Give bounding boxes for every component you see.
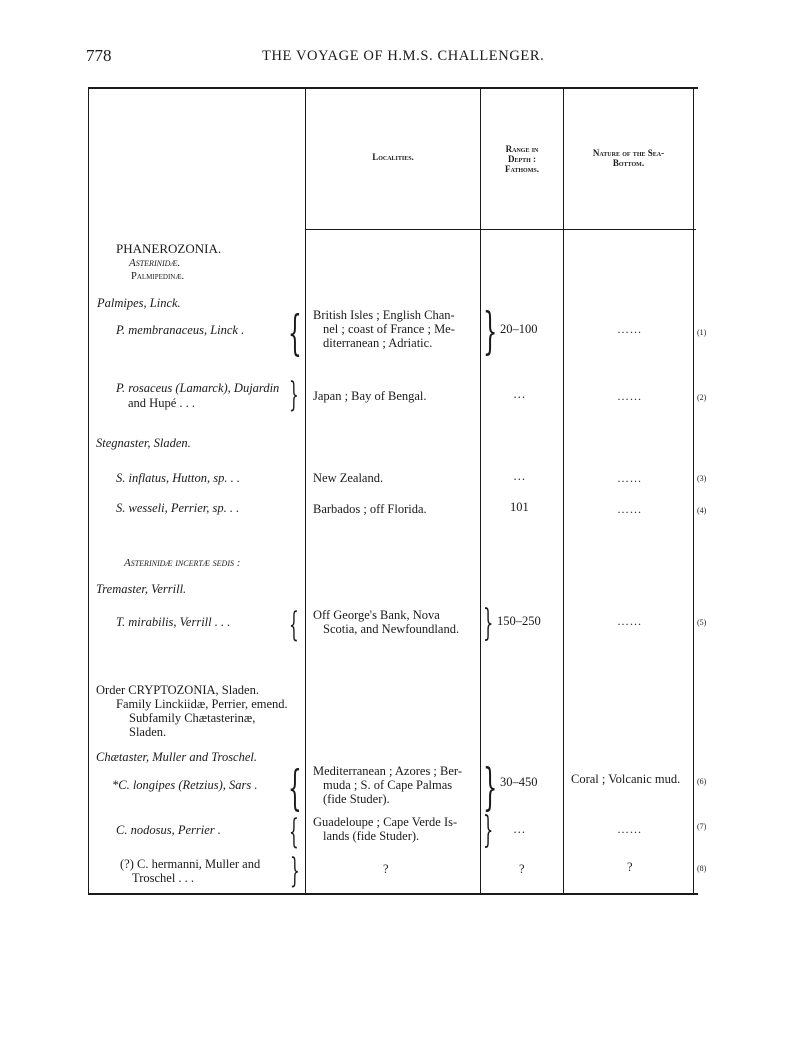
sea-bottom-value: ? [627, 860, 633, 874]
species-name: (?) C. hermanni, Muller and [120, 857, 261, 871]
footnote-ref: (2) [697, 393, 707, 402]
locality-text: Mediterranean ; Azores ; Ber- [313, 764, 462, 778]
species-name: S. wesseli, Perrier, sp. . . [116, 501, 240, 515]
subfamily-author: Sladen. [129, 725, 167, 739]
suborder-heading: PHANEROZONIA. [116, 241, 222, 256]
depth-range: ? [519, 862, 525, 876]
page-number: 778 [86, 46, 112, 65]
depth-range: … [513, 387, 526, 401]
right-brace-icon: } [483, 810, 494, 851]
sea-bottom-value: …… [617, 322, 642, 336]
bottom-header-line-2: Bottom. [612, 158, 645, 168]
sea-bottom-value: …… [617, 614, 642, 628]
column-divider-localities [305, 87, 306, 894]
right-brace-icon: } [483, 603, 494, 644]
species-name: *C. longipes (Retzius), Sars . [112, 778, 258, 792]
locality-text: Japan ; Bay of Bengal. [313, 389, 427, 403]
left-brace-icon: { [289, 812, 299, 852]
column-header-range [481, 144, 563, 174]
species-name: P. membranaceus, Linck . [116, 323, 245, 337]
table-left-border [88, 87, 89, 894]
locality-text: Scotia, and Newfoundland. [323, 622, 460, 636]
locality-text: Barbados ; off Florida. [313, 502, 427, 516]
genus-heading-palmipes: Palmipes, Linck. [97, 296, 181, 310]
range-header-line-1: Range in [505, 144, 539, 154]
subfamily-chaetasterinae-heading: Subfamily Chætasterinæ, [129, 711, 256, 725]
footnote-ref: (7) [697, 822, 707, 831]
depth-range: 101 [510, 500, 529, 514]
depth-range: 30–450 [500, 775, 538, 789]
subfamily-heading: Palmipedinæ. [131, 271, 185, 282]
footnote-ref: (1) [697, 328, 707, 337]
species-name: S. inflatus, Hutton, sp. . . [116, 471, 240, 485]
column-divider-bottom [563, 87, 564, 894]
species-name: T. mirabilis, Verrill . . . [116, 615, 231, 629]
right-brace-icon: } [483, 302, 498, 360]
right-brace-icon: } [290, 851, 300, 891]
column-divider-refs [693, 87, 694, 894]
footnote-ref: (4) [697, 506, 707, 515]
genus-heading-chaetaster: Chætaster, Muller and Troschel. [96, 750, 258, 764]
header-divider-rule [305, 229, 696, 230]
depth-range: … [513, 469, 526, 483]
left-brace-icon: { [288, 305, 302, 361]
localities-label: Localities. [372, 152, 414, 162]
locality-text: British Isles ; English Chan- [313, 308, 455, 322]
range-header-line-2: Depth : [507, 154, 537, 164]
locality-text: ? [383, 862, 389, 876]
locality-text: New Zealand. [313, 471, 384, 485]
genus-heading-tremaster: Tremaster, Verrill. [96, 582, 187, 596]
locality-text: nel ; coast of France ; Me- [323, 322, 455, 336]
species-name: P. rosaceus (Lamarck), Dujardin [116, 381, 280, 395]
column-divider-range [480, 87, 481, 894]
depth-range: 20–100 [500, 322, 538, 336]
right-brace-icon: } [483, 758, 498, 816]
locality-text: Guadeloupe ; Cape Verde Is- [313, 815, 458, 829]
species-name-continued: and Hupé . . . [128, 396, 195, 410]
table-top-rule [88, 87, 698, 89]
right-brace-icon: } [289, 375, 299, 415]
sea-bottom-value: …… [617, 389, 642, 403]
order-heading: Order CRYPTOZONIA, Sladen. [96, 683, 259, 697]
running-title: THE VOYAGE OF H.M.S. CHALLENGER. [262, 48, 545, 64]
species-name: C. nodosus, Perrier . [116, 823, 221, 837]
family-heading: Asterinidæ. [129, 257, 181, 269]
locality-text: lands (fide Studer). [323, 829, 420, 843]
column-header-sea-bottom [564, 148, 693, 168]
left-brace-icon: { [289, 605, 299, 645]
species-name-continued: Troschel . . . [132, 871, 195, 885]
sea-bottom-value: …… [617, 822, 642, 836]
footnote-ref: (6) [697, 777, 707, 786]
depth-range: … [513, 822, 526, 836]
depth-range: 150–250 [497, 614, 541, 628]
range-header-line-3: Fathoms. [505, 164, 539, 174]
sea-bottom-value: …… [617, 502, 642, 516]
locality-text: diterranean ; Adriatic. [323, 336, 433, 350]
incertae-sedis-heading: Asterinidæ incertæ sedis : [124, 557, 241, 569]
footnote-ref: (3) [697, 474, 707, 483]
locality-text: Off George's Bank, Nova [313, 608, 440, 622]
locality-text: muda ; S. of Cape Palmas [323, 778, 453, 792]
sea-bottom-value: Coral ; Volcanic mud. [571, 772, 681, 786]
left-brace-icon: { [288, 760, 302, 816]
locality-text: (fide Studer). [323, 792, 390, 806]
sea-bottom-value: …… [617, 471, 642, 485]
bottom-header-line-1: Nature of the Sea- [592, 148, 665, 158]
family-linckiidae-heading: Family Linckiidæ, Perrier, emend. [116, 697, 288, 711]
footnote-ref: (8) [697, 864, 707, 873]
table-bottom-rule [88, 893, 698, 895]
genus-heading-stegnaster: Stegnaster, Sladen. [96, 436, 191, 450]
footnote-ref: (5) [697, 618, 707, 627]
column-header-localities [306, 152, 480, 162]
